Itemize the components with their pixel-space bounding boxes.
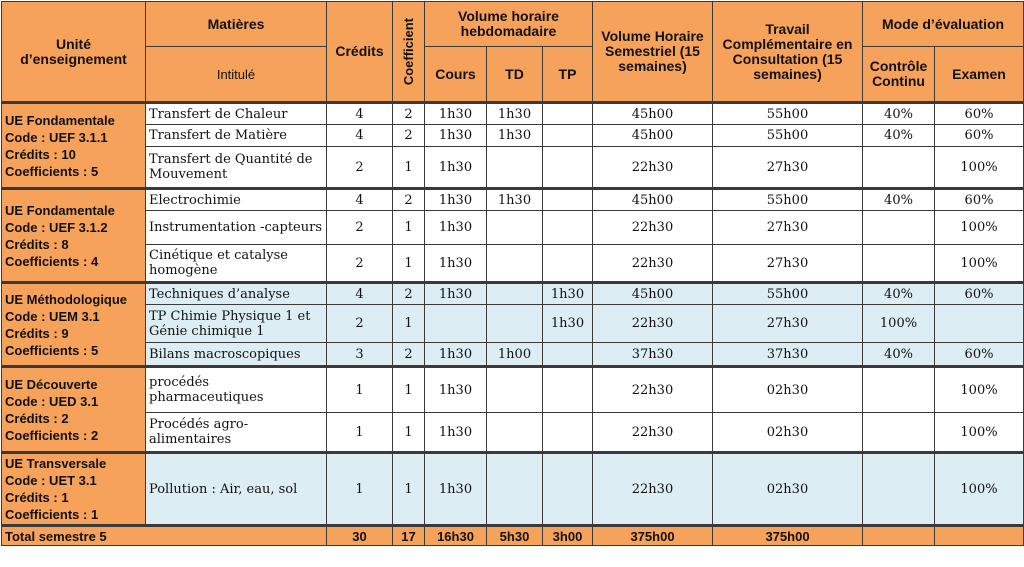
header-matieres: Matières <box>146 2 327 47</box>
cell-travail: 02h30 <box>713 413 863 453</box>
cell-credits: 3 <box>327 343 393 367</box>
cell-tp <box>543 453 593 526</box>
cell-credits: 1 <box>327 367 393 413</box>
table-body <box>2 103 1024 546</box>
cell-vhs: 22h30 <box>593 211 713 245</box>
cell-travail: 27h30 <box>713 211 863 245</box>
total-coef: 17 <box>393 526 425 546</box>
header-controle: Contrôle Continu <box>863 47 935 103</box>
semester-table <box>1 1 1024 546</box>
unit-credits: Crédits : 1 <box>5 490 69 505</box>
cell-examen: 60% <box>935 189 1024 211</box>
header-unite: Unité d’enseignement <box>2 2 146 103</box>
cell-examen: 100% <box>935 245 1024 283</box>
cell-coef: 1 <box>393 413 425 453</box>
unit-code: Code : UEF 3.1.2 <box>5 219 108 235</box>
unit-coefficients: Coefficients : 5 <box>5 342 99 358</box>
table-row <box>2 211 1024 245</box>
total-tp: 3h00 <box>543 526 593 546</box>
unit-name: UE Transversale <box>5 456 107 471</box>
cell-tp <box>543 367 593 413</box>
unit-cell-uem-31 <box>2 283 146 367</box>
cell-intitule: Transfert de Matière <box>146 125 327 147</box>
total-td: 5h30 <box>487 526 543 546</box>
cell-vhs: 22h30 <box>593 453 713 526</box>
total-label: Total semestre 5 <box>2 526 327 546</box>
cell-cours: 1h30 <box>425 343 487 367</box>
header-credits: Crédits <box>327 2 393 103</box>
cell-cours: 1h30 <box>425 413 487 453</box>
cell-travail: 37h30 <box>713 343 863 367</box>
unit-coefficients: Coefficients : 4 <box>5 253 99 269</box>
cell-td: 1h30 <box>487 189 543 211</box>
table-row <box>2 103 1024 125</box>
cell-tp: 1h30 <box>543 305 593 343</box>
header-volume-semestriel: Volume Horaire Semestriel (15 semaines) <box>593 2 713 103</box>
cell-tp <box>543 211 593 245</box>
unit-credits: Crédits : 8 <box>5 236 69 252</box>
cell-intitule: Transfert de Quantité de Mouvement <box>146 147 327 189</box>
cell-vhs: 22h30 <box>593 147 713 189</box>
cell-tp <box>543 245 593 283</box>
cell-credits: 2 <box>327 211 393 245</box>
cell-cc: 100% <box>863 305 935 343</box>
total-row <box>2 526 1024 546</box>
table-row <box>2 413 1024 453</box>
cell-coef: 2 <box>393 343 425 367</box>
unit-name: UE Fondamentale <box>5 202 115 218</box>
header-td: TD <box>487 47 543 103</box>
cell-travail: 02h30 <box>713 453 863 526</box>
total-vhs: 375h00 <box>593 526 713 546</box>
cell-td <box>487 211 543 245</box>
cell-cours: 1h30 <box>425 103 487 125</box>
cell-coef: 1 <box>393 211 425 245</box>
total-cc <box>863 526 935 546</box>
cell-vhs: 37h30 <box>593 343 713 367</box>
cell-intitule: Techniques d’analyse <box>146 283 327 305</box>
header-intitule: Intitulé <box>146 47 327 103</box>
cell-cours: 1h30 <box>425 367 487 413</box>
cell-intitule: Electrochimie <box>146 189 327 211</box>
cell-tp <box>543 189 593 211</box>
cell-cours: 1h30 <box>425 283 487 305</box>
cell-coef: 2 <box>393 125 425 147</box>
cell-vhs: 45h00 <box>593 189 713 211</box>
cell-td <box>487 305 543 343</box>
cell-credits: 2 <box>327 147 393 189</box>
cell-tp <box>543 343 593 367</box>
unit-coefficients: Coefficients : 2 <box>5 427 99 443</box>
total-examen <box>935 526 1024 546</box>
cell-cours: 1h30 <box>425 147 487 189</box>
total-travail: 375h00 <box>713 526 863 546</box>
cell-intitule: Bilans macroscopiques <box>146 343 327 367</box>
table-row <box>2 343 1024 367</box>
cell-examen: 100% <box>935 211 1024 245</box>
unit-cell-uet-31 <box>2 453 146 526</box>
header-coefficient-cell <box>393 2 425 103</box>
table-row <box>2 147 1024 189</box>
unit-code: Code : UET 3.1 <box>5 473 97 488</box>
cell-credits: 2 <box>327 305 393 343</box>
cell-cc: 40% <box>863 343 935 367</box>
cell-cours: 1h30 <box>425 189 487 211</box>
table-row <box>2 453 1024 526</box>
cell-cc: 40% <box>863 189 935 211</box>
cell-examen: 60% <box>935 125 1024 147</box>
unit-coefficients: Coefficients : 1 <box>5 507 99 522</box>
cell-vhs: 45h00 <box>593 283 713 305</box>
cell-tp <box>543 147 593 189</box>
cell-coef: 1 <box>393 245 425 283</box>
unit-cell-ued-31 <box>2 367 146 453</box>
cell-examen <box>935 305 1024 343</box>
cell-travail: 27h30 <box>713 245 863 283</box>
cell-intitule: Transfert de Chaleur <box>146 103 327 125</box>
cell-td: 1h30 <box>487 103 543 125</box>
cell-credits: 4 <box>327 125 393 147</box>
unit-code: Code : UED 3.1 <box>5 393 99 409</box>
cell-td <box>487 147 543 189</box>
cell-travail: 02h30 <box>713 367 863 413</box>
cell-cours <box>425 305 487 343</box>
cell-travail: 27h30 <box>713 147 863 189</box>
cell-td <box>487 245 543 283</box>
cell-coef: 1 <box>393 367 425 413</box>
cell-td <box>487 453 543 526</box>
header-tp: TP <box>543 47 593 103</box>
cell-cc <box>863 147 935 189</box>
header-volume-hebdo: Volume horaire hebdomadaire <box>425 2 593 47</box>
cell-travail: 55h00 <box>713 189 863 211</box>
cell-examen: 100% <box>935 453 1024 526</box>
table-row <box>2 283 1024 305</box>
table-row <box>2 367 1024 413</box>
header-mode-evaluation: Mode d’évaluation <box>863 2 1024 47</box>
cell-vhs: 45h00 <box>593 125 713 147</box>
table-row <box>2 305 1024 343</box>
cell-coef: 1 <box>393 147 425 189</box>
unit-cell-uef-311 <box>2 103 146 189</box>
cell-vhs: 22h30 <box>593 413 713 453</box>
cell-intitule: Procédés agro-alimentaires <box>146 413 327 453</box>
cell-examen: 100% <box>935 367 1024 413</box>
cell-travail: 27h30 <box>713 305 863 343</box>
cell-vhs: 22h30 <box>593 245 713 283</box>
cell-coef: 2 <box>393 189 425 211</box>
cell-coef: 2 <box>393 283 425 305</box>
cell-examen: 60% <box>935 283 1024 305</box>
cell-cc <box>863 211 935 245</box>
cell-cours: 1h30 <box>425 453 487 526</box>
cell-intitule: Pollution : Air, eau, sol <box>146 453 327 526</box>
cell-cours: 1h30 <box>425 211 487 245</box>
unit-name: UE Découverte <box>5 376 98 392</box>
cell-travail: 55h00 <box>713 125 863 147</box>
cell-td: 1h00 <box>487 343 543 367</box>
cell-td: 1h30 <box>487 125 543 147</box>
cell-intitule: TP Chimie Physique 1 et Génie chimique 1 <box>146 305 327 343</box>
cell-travail: 55h00 <box>713 283 863 305</box>
cell-cc: 40% <box>863 283 935 305</box>
cell-examen: 100% <box>935 147 1024 189</box>
cell-cours: 1h30 <box>425 125 487 147</box>
cell-tp <box>543 103 593 125</box>
cell-examen: 100% <box>935 413 1024 453</box>
cell-vhs: 22h30 <box>593 367 713 413</box>
cell-examen: 60% <box>935 343 1024 367</box>
cell-credits: 4 <box>327 103 393 125</box>
cell-examen: 60% <box>935 103 1024 125</box>
cell-coef: 2 <box>393 103 425 125</box>
cell-credits: 1 <box>327 453 393 526</box>
total-cours: 16h30 <box>425 526 487 546</box>
cell-cc <box>863 245 935 283</box>
header-cours: Cours <box>425 47 487 103</box>
cell-credits: 4 <box>327 283 393 305</box>
cell-td <box>487 367 543 413</box>
cell-coef: 1 <box>393 453 425 526</box>
cell-cc <box>863 367 935 413</box>
cell-cc <box>863 413 935 453</box>
unit-name: UE Méthodologique <box>5 291 128 307</box>
total-credits: 30 <box>327 526 393 546</box>
cell-intitule: procédés pharmaceutiques <box>146 367 327 413</box>
unit-credits: Crédits : 9 <box>5 325 69 341</box>
cell-cc: 40% <box>863 125 935 147</box>
cell-credits: 2 <box>327 245 393 283</box>
header-coefficient: Coefficient <box>401 17 416 86</box>
header-examen: Examen <box>935 47 1024 103</box>
cell-credits: 1 <box>327 413 393 453</box>
cell-travail: 55h00 <box>713 103 863 125</box>
table-row <box>2 125 1024 147</box>
cell-cc: 40% <box>863 103 935 125</box>
cell-vhs: 22h30 <box>593 305 713 343</box>
unit-code: Code : UEM 3.1 <box>5 308 100 324</box>
unit-credits: Crédits : 2 <box>5 410 69 426</box>
cell-td <box>487 413 543 453</box>
unit-code: Code : UEF 3.1.1 <box>5 129 108 145</box>
cell-intitule: Cinétique et catalyse homogène <box>146 245 327 283</box>
cell-tp <box>543 413 593 453</box>
cell-coef: 1 <box>393 305 425 343</box>
table-row <box>2 245 1024 283</box>
cell-tp <box>543 125 593 147</box>
cell-intitule: Instrumentation -capteurs <box>146 211 327 245</box>
cell-td <box>487 283 543 305</box>
unit-credits: Crédits : 10 <box>5 146 76 162</box>
cell-cours: 1h30 <box>425 245 487 283</box>
cell-tp: 1h30 <box>543 283 593 305</box>
cell-cc <box>863 453 935 526</box>
header-travail: Travail Complémentaire en Consultation (15 semaines) <box>713 2 863 103</box>
unit-cell-uef-312 <box>2 189 146 283</box>
unit-coefficients: Coefficients : 5 <box>5 163 99 179</box>
unit-name: UE Fondamentale <box>5 112 115 128</box>
table-row <box>2 189 1024 211</box>
cell-credits: 4 <box>327 189 393 211</box>
cell-vhs: 45h00 <box>593 103 713 125</box>
